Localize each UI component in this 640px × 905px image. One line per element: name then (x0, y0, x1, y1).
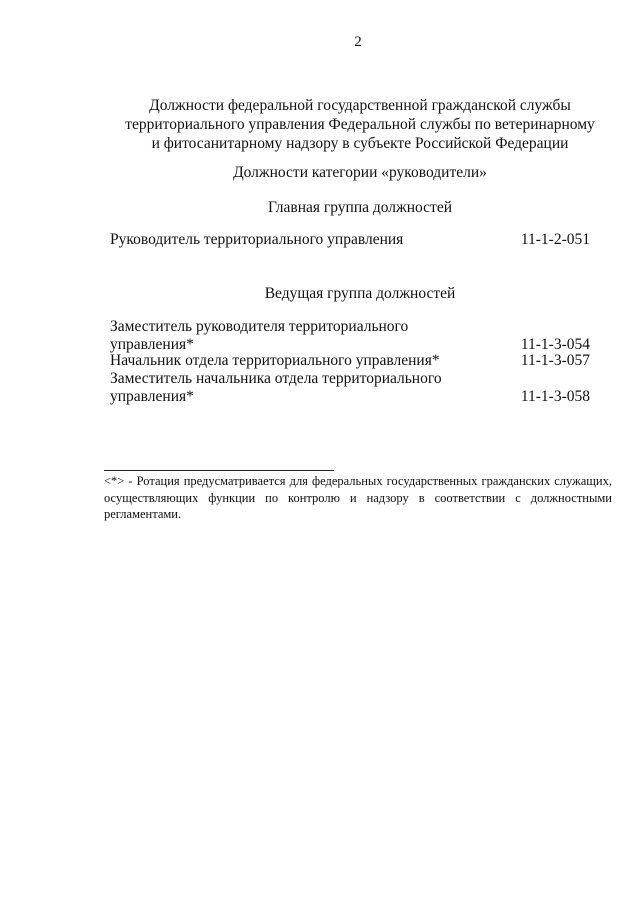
position-name (110, 231, 470, 249)
footnote-divider (104, 470, 334, 471)
position-code: 11-1-3-057 (520, 352, 590, 369)
position-code: 11-1-3-054 (520, 336, 590, 353)
group-title-main: Главная группа должностей (267, 199, 453, 216)
position-row (110, 231, 590, 249)
position-code: 11-1-3-058 (520, 388, 590, 405)
footnote-text: - Ротация предусматривается для федеральных государственных гражданских служащих, осуществляющих функции по контролю и надзору в соответствии с должностными регламентами. (104, 474, 612, 521)
position-name-line-1: Заместитель руководителя территориального (110, 318, 409, 335)
heading-line-3: и фитосанитарному надзору в субъекте Российской Федерации (151, 135, 569, 152)
position-name-line-2: управления* (110, 388, 194, 405)
position-name-line-1: Начальник отдела территориального управления* (110, 352, 440, 369)
category-title: Должности категории «руководители» (233, 164, 487, 181)
position-name-line-2: управления* (110, 336, 194, 353)
document-heading (110, 96, 610, 153)
position-row (110, 352, 590, 370)
position-name-line-1: Заместитель начальника отдела территориального (110, 370, 442, 387)
position-name (110, 352, 470, 370)
heading-line-1: Должности федеральной государственной гражданской службы (149, 97, 571, 114)
footnote (104, 473, 612, 523)
position-row (110, 318, 590, 354)
position-name (110, 370, 470, 406)
page-number: 2 (354, 34, 362, 50)
position-code: 11-1-2-051 (520, 231, 590, 248)
footnote-marker: <*> (104, 474, 125, 488)
group-title-lead: Ведущая группа должностей (264, 285, 456, 302)
position-name (110, 318, 470, 354)
position-name-line-1: Руководитель территориального управления (110, 231, 404, 248)
position-row (110, 370, 590, 406)
heading-line-2: территориального управления Федеральной службы по ветеринарному (125, 116, 595, 133)
